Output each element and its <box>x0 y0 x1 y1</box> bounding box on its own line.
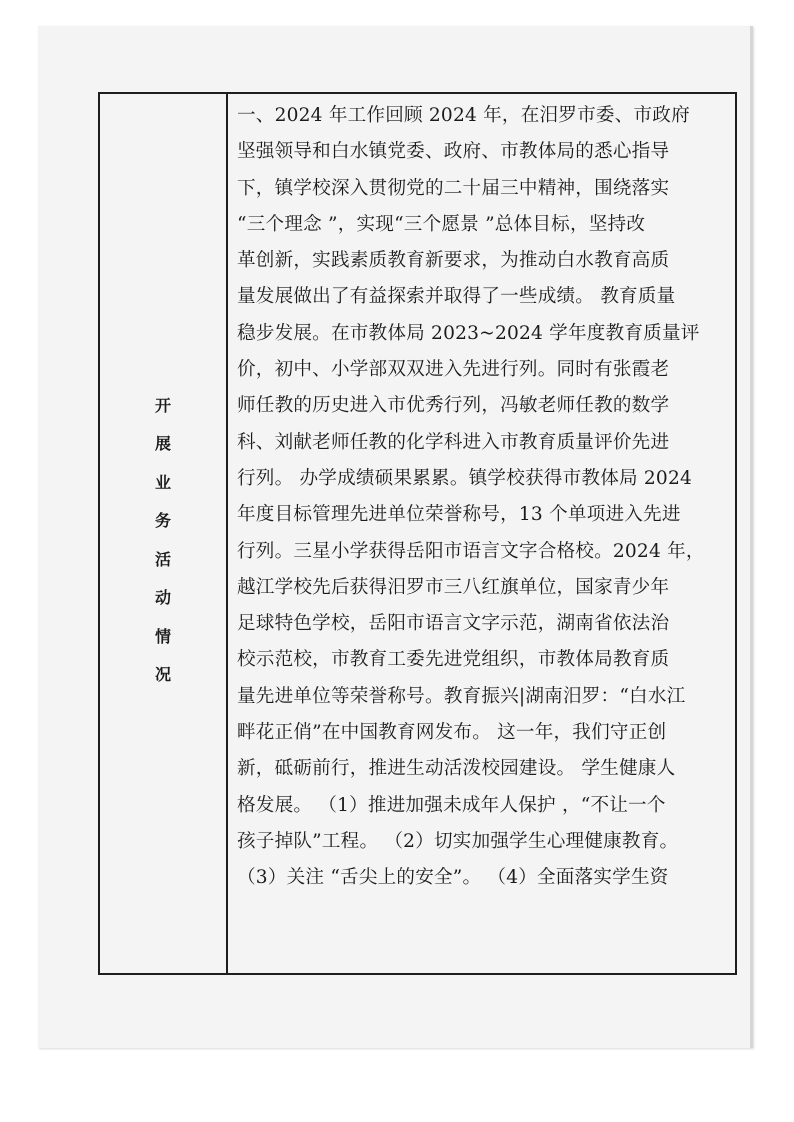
activity-table <box>98 92 737 975</box>
section-content-cell <box>228 94 735 973</box>
section-label-cell <box>100 94 228 973</box>
document-page <box>38 26 753 1048</box>
content-line: 校示范校，市教育工委先进党组织，市教体局教育质 <box>237 649 670 671</box>
content-line: 下，镇学校深入贯彻党的二十届三中精神，围绕落实 <box>237 177 670 199</box>
content-line: 革创新，实践素质教育新要求，为推动白水教育高质 <box>237 250 670 272</box>
content-line: 科、刘献老师任教的化学科进入市教育质量评价先进 <box>237 431 670 453</box>
content-line: 足球特色学校，岳阳市语言文字示范，湖南省依法治 <box>237 613 670 635</box>
label-char: 动 <box>154 588 171 607</box>
content-line: 孩子掉队”工程。 （2）切实加强学生心理健康教育。 <box>237 830 679 852</box>
content-line: 行列。三星小学获得岳阳市语言文字合格校。2024 年， <box>237 540 705 562</box>
content-line: 稳步发展。在市教体局 2023~2024 学年度教育质量评 <box>237 322 700 344</box>
section-label <box>155 387 171 695</box>
content-line: （3）关注 “舌尖上的安全”。 （4）全面落实学生资 <box>237 867 669 889</box>
content-line: 量先进单位等荣誉称号。教育振兴|湖南汨罗：“白水江 <box>237 685 686 707</box>
label-char: 情 <box>154 626 171 646</box>
label-char: 开 <box>154 395 171 415</box>
content-line: 新，砥砺前行，推进生动活泼校园建设。 学生健康人 <box>237 758 676 780</box>
content-line: 越江学校先后获得汨罗市三八红旗单位，国家青少年 <box>237 576 670 598</box>
content-line: “三个理念 ”，实现“三个愿景 ”总体目标，坚持改 <box>237 213 646 235</box>
content-line: 畔花正俏”在中国教育网发布。 这一年，我们守正创 <box>237 722 667 744</box>
content-line: 师任教的历史进入市优秀行列，冯敏老师任教的数学 <box>237 395 670 417</box>
label-char: 务 <box>154 511 171 530</box>
content-line: 格发展。 （1）推进加强未成年人保护 ，“不让一个 <box>237 794 666 816</box>
label-char: 况 <box>154 665 171 684</box>
label-char: 业 <box>154 472 171 492</box>
label-char: 活 <box>154 549 171 569</box>
content-line: 坚强领导和白水镇党委、政府、市教体局的悉心指导 <box>237 141 670 163</box>
content-line: 价，初中、小学部双双进入先进行列。同时有张霞老 <box>237 359 670 381</box>
content-line: 行列。 办学成绩硕果累累。镇学校获得市教体局 2024 <box>237 467 693 489</box>
content-line: 年度目标管理先进单位荣誉称号，13 个单项进入先进 <box>237 504 681 526</box>
content-line: 一、2024 年工作回顾 2024 年，在汨罗市委、市政府 <box>237 105 690 126</box>
content-line: 量发展做出了有益探索并取得了一些成绩。 教育质量 <box>237 286 676 308</box>
label-char: 展 <box>154 434 171 453</box>
